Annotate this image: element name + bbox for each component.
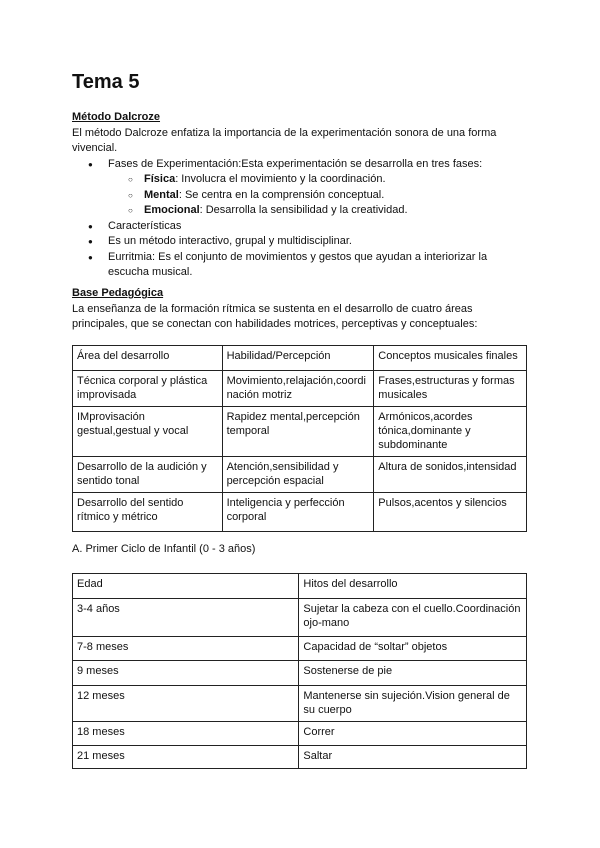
table-cell: Inteligencia y perfección corporal — [222, 493, 374, 532]
table-cell: Desarrollo del sentido rítmico y métrico — [73, 493, 223, 532]
phase-text: : Se centra en la comprensión conceptual. — [178, 188, 385, 201]
areas-table — [72, 345, 527, 532]
phase-text: : Involucra el movimiento y la coordinación. — [175, 173, 386, 185]
paragraph: La enseñanza de la formación rítmica se sustenta en el desarrollo de cuatro áreas principales, que se conectan con habilidades motrices, perceptivas y conceptuales: — [72, 302, 478, 330]
section-heading: Base Pedagógica — [72, 287, 164, 299]
table-cell: 18 meses — [73, 722, 299, 746]
phase-name: Emocional — [144, 204, 200, 216]
list-item — [72, 172, 532, 188]
list-item: ● Es un método interactivo, grupal y multidisciplinar. — [72, 234, 532, 250]
table-cell: Sostenerse de pie — [299, 661, 527, 686]
phase-text: : Desarrolla la sensibilidad y la creatividad. — [199, 204, 408, 216]
table-row — [73, 371, 527, 407]
table-cell: 7-8 meses — [73, 637, 299, 661]
table-cell: Sujetar la cabeza con el cuello.Coordinación ojo-mano — [299, 599, 527, 637]
milestones-table — [72, 573, 527, 769]
header-cell: Conceptos musicales finales — [374, 346, 527, 371]
header-cell: Área del desarrollo — [73, 346, 223, 371]
table-cell: 9 meses — [73, 661, 299, 686]
table-row — [73, 661, 527, 686]
list-item: ● Fases de Experimentación:Esta experimentación se desarrolla en tres fases: — [72, 157, 532, 173]
table-cell: Pulsos,acentos y silencios — [374, 493, 527, 532]
page-title: Tema 5 — [72, 71, 140, 93]
header-cell: Habilidad/Percepción — [222, 346, 374, 371]
table-cell: Capacidad de “soltar” objetos — [299, 637, 527, 661]
table-row — [73, 746, 527, 769]
header-cell: Hitos del desarrollo — [299, 574, 527, 599]
table-row — [73, 686, 527, 722]
table-row — [73, 722, 527, 746]
list-item — [72, 188, 532, 204]
table-cell: Mantenerse sin sujeción.Vision general de su cuerpo — [299, 686, 527, 722]
table-cell: Técnica corporal y plástica improvisada — [73, 371, 223, 407]
section-heading: Método Dalcroze — [72, 111, 161, 123]
phase-name: Física — [144, 173, 176, 185]
list-item — [72, 203, 532, 219]
table-cell: Desarrollo de la audición y sentido tonal — [73, 457, 223, 493]
table-header-row — [73, 574, 527, 599]
table-cell: Saltar — [299, 746, 527, 769]
table-cell: Movimiento,relajación,coordinación motriz — [222, 371, 374, 407]
table-cell: 21 meses — [73, 746, 299, 769]
paragraph: El método Dalcroze enfatiza la importancia de la experimentación sonora de una forma vivencial. — [72, 126, 497, 154]
table-header-row — [73, 346, 527, 371]
table-cell: Atención,sensibilidad y percepción espacial — [222, 457, 374, 493]
table-row — [73, 599, 527, 637]
list-item: ● Características — [72, 219, 532, 235]
table-caption: A. Primer Ciclo de Infantil (0 - 3 años) — [72, 543, 256, 555]
table-row — [73, 457, 527, 493]
list-item: ● Eurritmia: Es el conjunto de movimientos y gestos que ayudan a interiorizar la escucha musical. — [72, 250, 508, 281]
table-cell: Correr — [299, 722, 527, 746]
table-cell: IMprovisación gestual,gestual y vocal — [73, 407, 223, 457]
header-cell: Edad — [73, 574, 299, 599]
table-row — [73, 637, 527, 661]
dalcroze-section — [72, 110, 532, 281]
table-cell: Armónicos,acordes tónica,dominante y subdominante — [374, 407, 527, 457]
phase-name: Mental — [144, 188, 179, 201]
table-cell: Frases,estructuras y formas musicales — [374, 371, 527, 407]
table-cell: 3-4 años — [73, 599, 299, 637]
base-section — [72, 286, 532, 333]
table-cell: Altura de sonidos,intensidad — [374, 457, 527, 493]
table-cell: 12 meses — [73, 686, 299, 722]
table-row — [73, 493, 527, 532]
table-cell: Rapidez mental,percepción temporal — [222, 407, 374, 457]
table-row — [73, 407, 527, 457]
bullet-list — [72, 157, 532, 281]
